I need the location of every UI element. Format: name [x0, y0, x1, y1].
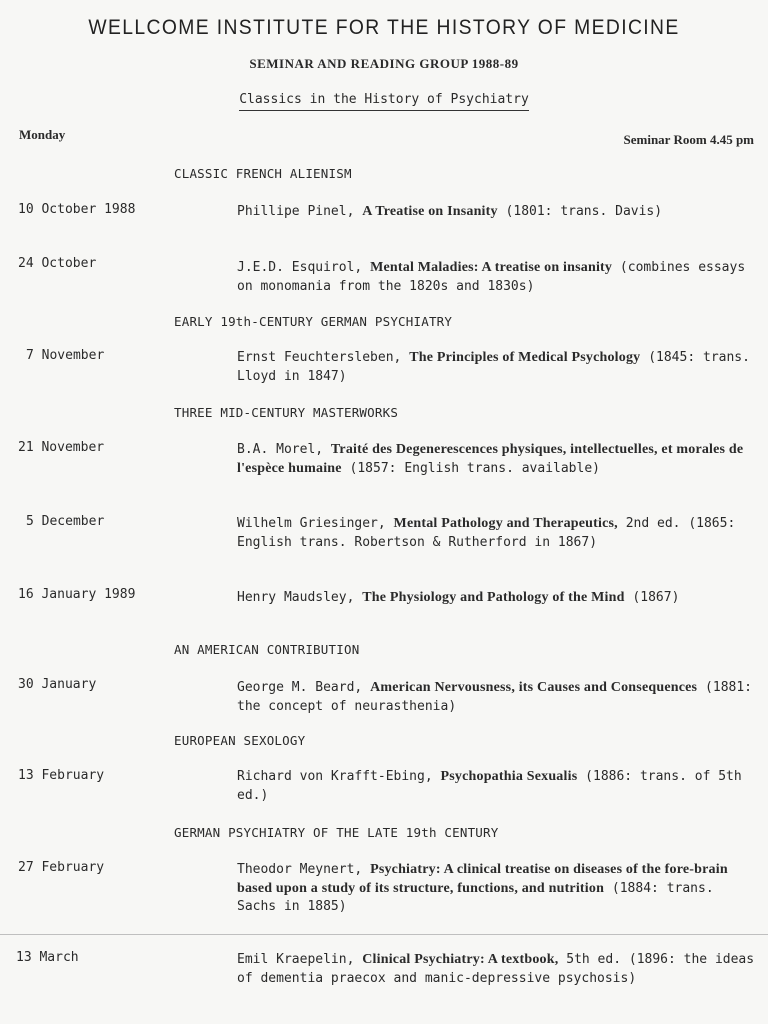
entry-author: J.E.D. Esquirol,	[237, 260, 371, 275]
entry-author: Phillipe Pinel,	[237, 204, 363, 219]
entry-work: Clinical Psychiatry: A textbook,	[362, 952, 559, 967]
section-heading: AN AMERICAN CONTRIBUTION	[174, 642, 360, 657]
entry-note: (1845: trans. Lloyd in 1847)	[237, 350, 750, 384]
document-subtitle: SEMINAR AND READING GROUP 1988-89	[249, 56, 519, 71]
section-heading: GERMAN PSYCHIATRY OF THE LATE 19th CENTURY	[174, 825, 499, 840]
entry-author: George M. Beard,	[237, 680, 371, 695]
entry-reading	[237, 441, 757, 478]
entry-date: 21 November	[18, 440, 105, 455]
entry-work: Psychopathia Sexualis	[440, 769, 578, 784]
entry-reading	[237, 861, 757, 917]
section-heading: THREE MID-CENTURY MASTERWORKS	[174, 405, 399, 420]
entry-date: 5 December	[26, 514, 105, 529]
entry-author: Ernst Feuchtersleben,	[237, 350, 410, 365]
page-fold-line	[0, 934, 768, 935]
section-heading: EARLY 19th-CENTURY GERMAN PSYCHIATRY	[174, 314, 453, 329]
entry-author: Emil Kraepelin,	[237, 952, 363, 967]
entry-work: Psychiatry: A clinical treatise on diseases of the fore-brain based upon a study of its structure, functions, and nutrition	[237, 862, 728, 896]
entry-author: Richard von Krafft-Ebing,	[237, 769, 441, 784]
entry-work: The Principles of Medical Psychology	[409, 350, 641, 365]
entry-date: 7 November	[26, 348, 105, 363]
entry-date: 27 February	[18, 860, 105, 875]
entry-reading	[237, 589, 757, 608]
entry-date: 13 February	[18, 768, 105, 783]
entry-date: 10 October 1988	[18, 202, 136, 217]
section-heading: CLASSIC FRENCH ALIENISM	[174, 166, 352, 181]
entry-date: 30 January	[18, 677, 97, 692]
entry-note: (1886: trans. of 5th ed.)	[237, 769, 742, 803]
entry-reading	[237, 259, 757, 296]
meeting-venue: Seminar Room 4.45 pm	[623, 132, 754, 147]
entry-work: A Treatise on Insanity	[362, 204, 498, 219]
entry-note: (1801: trans. Davis)	[497, 204, 663, 219]
meeting-day: Monday	[19, 127, 66, 142]
course-title-text: Classics in the History of Psychiatry	[239, 92, 529, 111]
document-title: WELLCOME INSTITUTE FOR THE HISTORY OF MEDICINE	[88, 16, 680, 39]
entry-reading	[237, 203, 757, 222]
entry-date: 24 October	[18, 256, 97, 271]
entry-author: Henry Maudsley,	[237, 590, 363, 605]
entry-reading	[237, 768, 757, 805]
entry-note: (1857: English trans. available)	[341, 460, 600, 476]
entry-date: 16 January 1989	[18, 587, 136, 602]
entry-reading	[237, 679, 757, 716]
entry-reading	[237, 349, 757, 386]
entry-work: Traité des Degenerescences physiques, intellectuelles, et morales de l'espèce humaine	[237, 442, 744, 476]
entry-reading	[237, 951, 757, 988]
entry-note: (combines essays on monomania from the 1820s and 1830s)	[237, 260, 746, 294]
entry-work: Mental Maladies: A treatise on insanity	[370, 260, 613, 275]
entry-note: (1881: the concept of neurasthenia)	[237, 680, 753, 714]
entry-note: 2nd ed. (1865: English trans. Robertson & Rutherford in 1867)	[237, 516, 736, 550]
entry-note: (1867)	[624, 590, 680, 605]
entry-date: 13 March	[16, 950, 79, 965]
entry-author: Theodor Meynert,	[237, 862, 371, 877]
course-title	[0, 92, 768, 107]
entry-work: The Physiology and Pathology of the Mind	[362, 590, 625, 605]
entry-author: B.A. Morel,	[237, 442, 331, 457]
entry-work: Mental Pathology and Therapeutics,	[393, 516, 618, 531]
entry-note: 5th ed. (1896: the ideas of dementia praecox and manic-depressive psychosis)	[237, 952, 755, 986]
entry-reading	[237, 515, 757, 552]
entry-work: American Nervousness, its Causes and Consequences	[370, 680, 698, 695]
entry-author: Wilhelm Griesinger,	[237, 516, 394, 531]
entry-note: (1884: trans. Sachs in 1885)	[237, 880, 714, 914]
section-heading: EUROPEAN SEXOLOGY	[174, 733, 306, 748]
